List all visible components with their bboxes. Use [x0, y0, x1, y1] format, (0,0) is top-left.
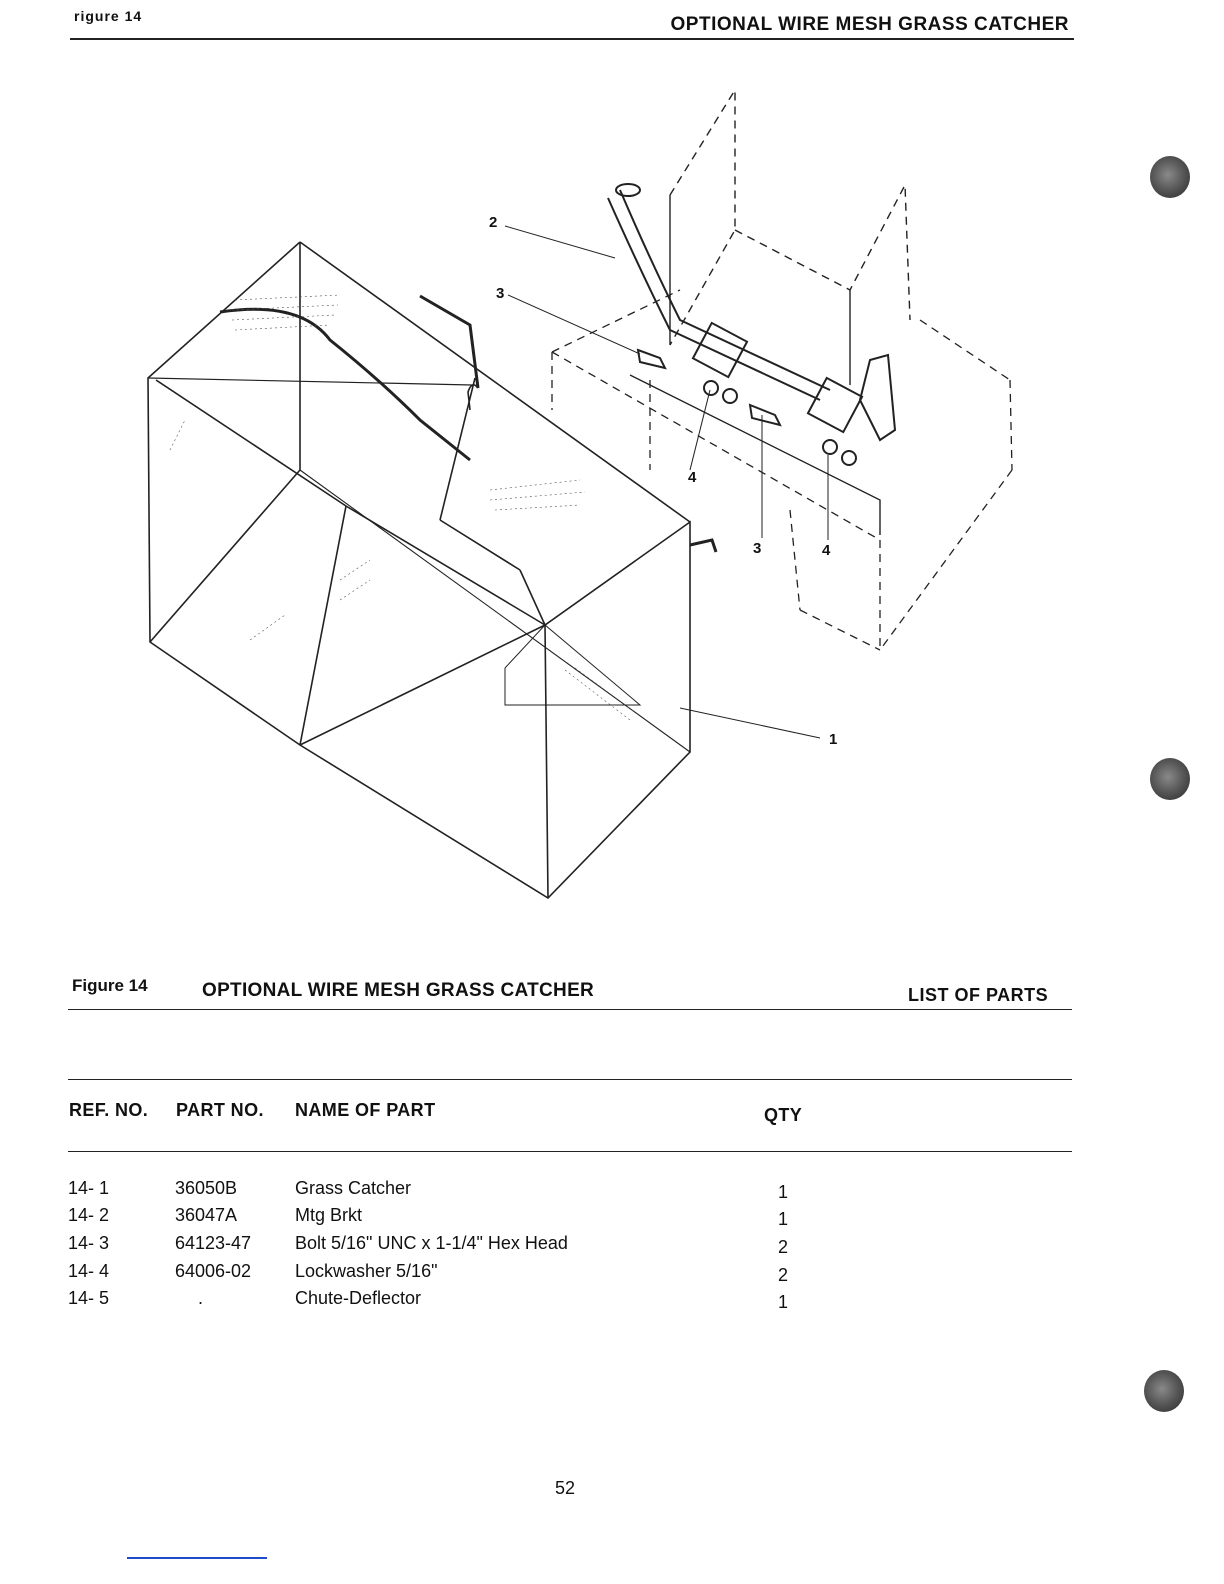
col-header-part: PART NO. [176, 1100, 264, 1120]
cell-name: Chute-Deflector [295, 1288, 422, 1308]
cell-ref: 14- 4 [68, 1261, 110, 1281]
callout-3: 3 [496, 285, 505, 302]
cell-part: 36047A [175, 1205, 238, 1225]
cell-part: 64006-02 [175, 1261, 252, 1281]
table-row [0, 1178, 1224, 1204]
table-header-rule [68, 1151, 1072, 1152]
callout-4b: 4 [822, 542, 831, 559]
mounting-bracket [608, 184, 895, 465]
cell-ref: 14- 3 [68, 1233, 110, 1253]
callout-3b: 3 [753, 540, 762, 557]
cell-part: . [198, 1288, 204, 1308]
header-rule [70, 38, 1074, 40]
callout-2: 2 [489, 214, 498, 231]
exploded-parts-diagram [60, 60, 1100, 960]
callout-4: 4 [688, 469, 697, 486]
page-number: 52 [555, 1478, 576, 1498]
caption-rule [68, 1009, 1072, 1010]
table-top-rule [68, 1079, 1072, 1080]
binder-hole-icon [1150, 758, 1190, 800]
figure-ref-header: rigure 14 [74, 8, 143, 24]
figure-label: Figure 14 [72, 976, 148, 995]
table-row [0, 1288, 1224, 1314]
cell-qty: 1 [778, 1292, 789, 1312]
table-row [0, 1205, 1224, 1231]
cell-name: Lockwasher 5/16" [295, 1261, 438, 1281]
table-row [0, 1261, 1224, 1287]
cell-qty: 2 [778, 1265, 789, 1285]
figure-title: OPTIONAL WIRE MESH GRASS CATCHER [202, 980, 595, 1001]
mower-deck-outline [552, 290, 1012, 650]
col-header-ref: REF. NO. [69, 1100, 149, 1120]
footer-line [127, 1557, 267, 1559]
cell-qty: 1 [778, 1209, 789, 1229]
cell-qty: 2 [778, 1237, 789, 1257]
cell-name: Grass Catcher [295, 1178, 412, 1198]
page-title: OPTIONAL WIRE MESH GRASS CATCHER [670, 14, 1069, 35]
col-header-name: NAME OF PART [295, 1100, 436, 1120]
col-header-qty: QTY [764, 1105, 803, 1125]
table-row [0, 1233, 1224, 1259]
cell-qty: 1 [778, 1182, 789, 1202]
callout-1: 1 [829, 731, 838, 748]
cell-part: 64123-47 [175, 1233, 252, 1253]
callout-leaders [505, 226, 831, 738]
binder-hole-icon [1144, 1370, 1184, 1412]
list-of-parts-label: LIST OF PARTS [908, 985, 1049, 1005]
grass-catcher-frame [148, 242, 716, 898]
cell-ref: 14- 2 [68, 1205, 110, 1225]
cell-name: Mtg Brkt [295, 1205, 363, 1225]
binder-hole-icon [1150, 156, 1190, 198]
chute-deflector [630, 90, 910, 535]
cell-ref: 14- 1 [68, 1178, 110, 1198]
cell-name: Bolt 5/16" UNC x 1-1/4" Hex Head [295, 1233, 568, 1253]
cell-part: 36050B [175, 1178, 238, 1198]
cell-ref: 14- 5 [68, 1288, 110, 1308]
